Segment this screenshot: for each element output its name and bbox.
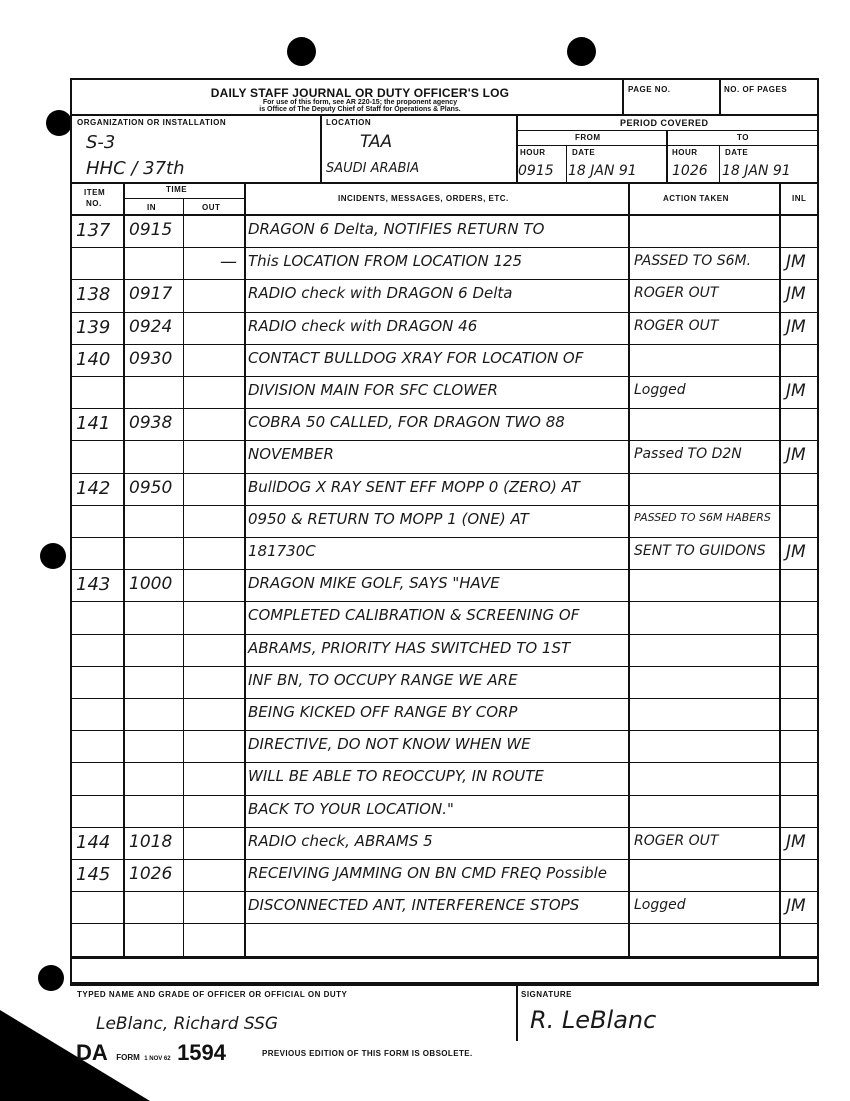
from-date: 18 JAN 91 [568,163,637,179]
page-no-label: PAGE NO. [628,85,671,94]
form-title: DAILY STAFF JOURNAL OR DUTY OFFICER'S LOG [210,86,510,100]
rule [666,131,668,182]
log-row [0,602,850,633]
time-in: 0938 [129,413,173,434]
rule [622,78,624,114]
incident-text: NOVEMBER [248,445,334,464]
log-row [0,441,850,472]
to-date: 18 JAN 91 [722,163,791,179]
item-number: 141 [76,413,111,435]
action-taken: ROGER OUT [634,317,719,334]
rule [70,114,819,116]
log-row [0,506,850,537]
incident-text: WILL BE ABLE TO REOCCUPY, IN ROUTE [248,767,544,786]
action-taken: Logged [634,897,686,914]
item-number: 145 [76,864,111,885]
initials: JM [786,252,806,273]
to-label: TO [737,133,749,142]
action-taken: ROGER OUT [634,285,719,302]
log-row [0,860,850,891]
in-label: IN [147,203,156,212]
item-number: 140 [76,348,111,370]
initials: JM [786,831,806,852]
action-label: ACTION TAKEN [663,194,729,203]
time-in: 0924 [129,316,173,337]
log-row [0,538,850,569]
form-subtitle-2: is Office of The Deputy Chief of Staff for Operations & Plans. [259,106,461,113]
incident-text: RADIO check with DRAGON 46 [248,316,478,335]
time-in: 0950 [129,477,173,498]
org-label: ORGANIZATION OR INSTALLATION [77,118,227,127]
incident-text: 181730C [248,542,316,560]
item-number: 137 [76,220,111,241]
rule [70,957,819,959]
incident-text: RADIO check, ABRAMS 5 [248,831,433,850]
action-taken: Passed TO D2N [634,446,742,463]
to-hour: 1026 [672,163,708,179]
log-row [0,345,850,376]
log-row [0,667,850,698]
log-row [0,216,850,247]
punch-hole-side-3 [38,965,64,991]
rule [516,985,518,1041]
location-line-1: TAA [360,132,393,152]
action-taken: SENT TO GUIDONS [634,543,766,559]
log-row [0,377,850,408]
obsolete-note: PREVIOUS EDITION OF THIS FORM IS OBSOLETE. [262,1049,473,1058]
org-line-2: HHC / 37th [86,158,185,179]
item-number: 139 [76,316,111,338]
incident-text: DRAGON 6 Delta, NOTIFIES RETURN TO [248,220,545,238]
form-word: FORM [116,1053,140,1062]
log-row [0,313,850,344]
time-in: 0915 [129,220,173,240]
log-row [0,892,850,923]
no-of-pages-label: NO. OF PAGES [724,85,788,94]
log-row [0,474,850,505]
time-in: 1018 [129,831,173,852]
log-row [0,924,850,955]
form-date: 1 NOV 62 [144,1056,171,1062]
initials: JM [786,896,806,917]
initials: JM [786,316,806,337]
incident-text: BullDOG X RAY SENT EFF MOPP 0 (ZERO) AT [248,477,580,496]
signature: R. LeBlanc [530,1006,657,1034]
time-in: 0930 [129,348,173,369]
location-line-2: SAUDI ARABIA [326,161,420,176]
time-label: TIME [166,185,188,194]
rule [123,198,245,199]
incident-text: BEING KICKED OFF RANGE BY CORP [248,703,518,721]
punch-hole-right [567,37,596,66]
from-label: FROM [575,133,601,142]
form-prefix: DA [76,1040,108,1065]
from-hour: 0915 [518,163,554,179]
rule [566,146,567,182]
time-out: — [220,252,237,273]
form-number: 1594 [177,1040,227,1065]
incident-text: INF BN, TO OCCUPY RANGE WE ARE [248,670,518,689]
log-row [0,635,850,666]
action-taken: PASSED TO S6M. [634,253,752,270]
incident-text: COBRA 50 CALLED, FOR DRAGON TWO 88 [248,413,565,432]
location-label: LOCATION [326,118,372,127]
log-row [0,699,850,730]
log-row [0,763,850,794]
period-label: PERIOD COVERED [620,118,709,128]
rule [719,146,720,182]
item-number: 138 [76,284,111,306]
org-line-1: S-3 [86,132,116,153]
log-row [0,796,850,827]
log-row [0,280,850,311]
time-in: 0917 [129,284,173,305]
initials: JM [786,542,806,562]
rule [70,182,819,184]
to-hour-label: HOUR [672,148,698,157]
item-label-1: ITEM [84,188,106,197]
inl-label: INL [792,194,807,203]
form-id [76,1040,226,1066]
incident-text: DIRECTIVE, DO NOT KNOW WHEN WE [248,735,531,754]
rule [70,984,819,986]
signature-label: SIGNATURE [521,990,573,999]
log-row [0,248,850,279]
incident-text: DRAGON MIKE GOLF, SAYS "HAVE [248,574,500,593]
incident-text: BACK TO YOUR LOCATION." [248,799,454,818]
item-number: 142 [76,477,111,499]
log-row [0,828,850,859]
incident-text: ABRAMS, PRIORITY HAS SWITCHED TO 1ST [248,638,571,657]
incident-text: DISCONNECTED ANT, INTERFERENCE STOPS [248,896,580,915]
time-in: 1000 [129,574,173,595]
incident-text: RADIO check with DRAGON 6 Delta [248,284,513,303]
rule [320,115,322,182]
punch-hole-side-1 [46,110,72,136]
time-in: 1026 [129,864,173,884]
to-date-label: DATE [725,148,749,157]
incident-text: RECEIVING JAMMING ON BN CMD FREQ Possible [248,864,608,882]
incident-text: 0950 & RETURN TO MOPP 1 (ONE) AT [248,509,529,528]
incident-text: CONTACT BULLDOG XRAY FOR LOCATION OF [248,348,584,367]
punch-hole-left [287,37,316,66]
out-label: OUT [202,203,221,212]
log-row [0,731,850,762]
incidents-label: INCIDENTS, MESSAGES, ORDERS, ETC. [338,194,509,203]
typed-name: LeBlanc, Richard SSG [96,1014,279,1034]
from-hour-label: HOUR [520,148,546,157]
item-number: 144 [76,831,111,853]
rule [719,78,721,114]
incident-text: This LOCATION FROM LOCATION 125 [248,252,523,271]
incident-text: DIVISION MAIN FOR SFC CLOWER [248,381,498,399]
typed-name-label: TYPED NAME AND GRADE OF OFFICER OR OFFICIAL ON DUTY [77,990,348,999]
initials: JM [786,381,806,401]
item-number: 143 [76,574,111,596]
action-taken: ROGER OUT [634,832,719,849]
form-subtitle-1: For use of this form, see AR 220-15; the proponent agency [262,99,458,106]
action-taken: PASSED TO S6M HABERS [634,510,771,524]
from-date-label: DATE [572,148,596,157]
incident-text: COMPLETED CALIBRATION & SCREENING OF [248,606,580,625]
initials: JM [786,445,806,466]
log-row [0,409,850,440]
item-label-2: NO. [86,199,102,208]
initials: JM [786,284,806,305]
action-taken: Logged [634,382,686,398]
log-row [0,570,850,601]
